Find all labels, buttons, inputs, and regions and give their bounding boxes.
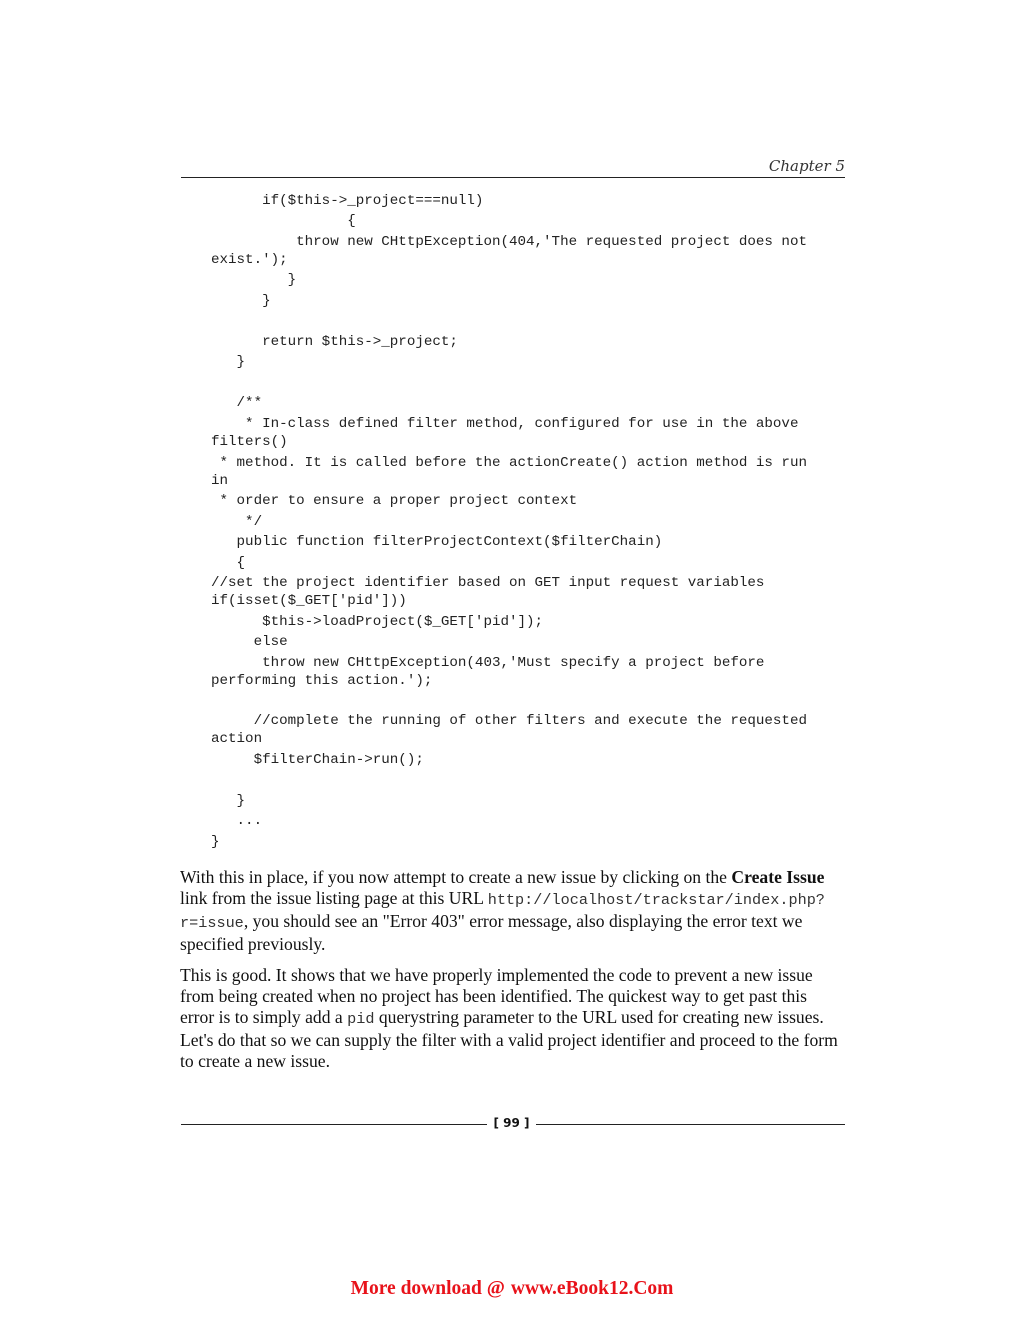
code-line: //set the project identifier based on GET input request variables (211, 575, 765, 591)
paragraph-text: querystring parameter to the URL used for creating new issues. Let's do that so we can supply the filter with a valid project identifier and proceed to the form to create a new issue. (180, 1007, 838, 1071)
chapter-running-header: Chapter 5 (768, 157, 845, 175)
code-line: { (211, 213, 356, 229)
code-line: } (211, 272, 297, 288)
code-line: throw new CHttpException(403,'Must specify a project before (211, 655, 765, 671)
code-line: } (211, 834, 220, 850)
paragraph-text: , you should see an "Error 403" error message, also displaying the error text we specified previously. (180, 911, 803, 954)
code-line: //complete the running of other filters and execute the requested (211, 713, 807, 729)
code-line: * In-class defined filter method, configured for use in the above (211, 416, 799, 432)
code-line: filters() (211, 434, 288, 450)
footer-divider-left (181, 1124, 487, 1125)
code-line: * order to ensure a proper project context (211, 493, 578, 509)
code-line: in (211, 473, 229, 489)
code-line: ... (211, 813, 263, 829)
code-line: } (211, 354, 246, 370)
paragraph-text: With this in place, if you now attempt to create a new issue by clicking on the (180, 867, 732, 887)
code-line: return $this->_project; (211, 334, 458, 350)
paragraph-error-explanation (180, 867, 844, 955)
code-line: } (211, 293, 271, 309)
paragraph-text: This is good. It shows that we have properly implemented the code to prevent a new issue from being created when no project has been identified. The quickest way to get past this error is to simply add a (180, 965, 813, 1027)
code-line: * method. It is called before the actionCreate() action method is run (211, 455, 807, 471)
code-line: { (211, 555, 246, 571)
code-line: $this->loadProject($_GET['pid']); (211, 614, 544, 630)
paragraph-text: link from the issue listing page at this URL (180, 888, 488, 908)
header-divider (181, 177, 845, 178)
code-line: performing this action.'); (211, 673, 433, 689)
page-number: [ 99 ] (493, 1116, 530, 1130)
watermark-site: www.eBook12.Com (510, 1278, 674, 1299)
download-watermark (0, 1278, 1024, 1300)
code-line: if(isset($_GET['pid'])) (211, 593, 407, 609)
footer-divider-right (536, 1124, 845, 1125)
code-line: exist.'); (211, 252, 288, 268)
inline-code-pid: pid (347, 1010, 375, 1028)
issue-url: http://localhost/trackstar/index.php?r=issue (180, 891, 825, 932)
create-issue-link-label: Create Issue (731, 867, 825, 887)
paragraph-next-step (180, 965, 844, 1072)
code-line: */ (211, 514, 263, 530)
code-line: public function filterProjectContext($filterChain) (211, 534, 663, 550)
code-line: throw new CHttpException(404,'The requested project does not (211, 234, 807, 250)
code-line: else (211, 634, 288, 650)
code-line: } (211, 793, 246, 809)
code-line: $filterChain->run(); (211, 752, 424, 768)
watermark-prefix: More download @ (350, 1278, 505, 1299)
code-line: action (211, 731, 263, 747)
code-line: /** (211, 395, 263, 411)
code-line: if($this->_project===null) (211, 193, 484, 209)
